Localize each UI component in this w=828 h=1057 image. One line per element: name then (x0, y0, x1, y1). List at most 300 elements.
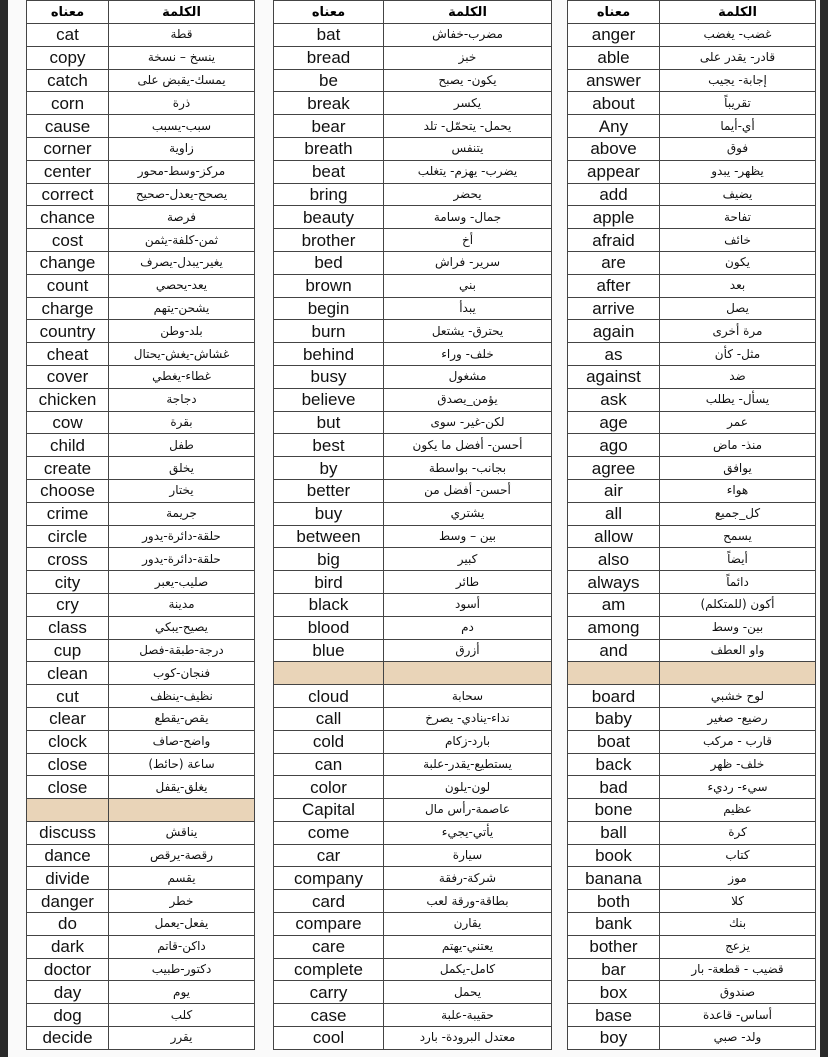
table-row (568, 251, 816, 274)
arabic-meaning-cell: يعد-يحصي (109, 274, 255, 297)
table-row (27, 411, 255, 434)
english-word-cell: appear (568, 160, 660, 183)
arabic-meaning-cell: بنك (660, 913, 816, 936)
english-word-cell: and (568, 639, 660, 662)
arabic-meaning-cell: ذرة (109, 92, 255, 115)
table-row (27, 616, 255, 639)
arabic-meaning-cell: أسود (384, 593, 552, 616)
table-row (274, 639, 552, 662)
table-row (27, 935, 255, 958)
arabic-meaning-cell: خائف (660, 229, 816, 252)
table-row (27, 571, 255, 594)
english-word-cell: air (568, 479, 660, 502)
english-word-cell: cool (274, 1027, 384, 1050)
meaning-header: معناه (274, 1, 384, 24)
english-word-cell: base (568, 1004, 660, 1027)
table-row (27, 69, 255, 92)
meaning-header: معناه (568, 1, 660, 24)
english-word-cell: correct (27, 183, 109, 206)
arabic-meaning-cell: كلا (660, 890, 816, 913)
table-row (568, 1027, 816, 1050)
arabic-meaning-cell: شركة-رفقة (384, 867, 552, 890)
arabic-meaning-cell: يتنفس (384, 137, 552, 160)
english-word-cell: danger (27, 890, 109, 913)
separator-cell (568, 662, 660, 685)
arabic-meaning-cell: حلقة-دائرة-يدور (109, 525, 255, 548)
english-word-cell: car (274, 844, 384, 867)
arabic-meaning-cell: مركز-وسط-محور (109, 160, 255, 183)
arabic-meaning-cell: صندوق (660, 981, 816, 1004)
section-separator-row (568, 662, 816, 685)
english-word-cell: carry (274, 981, 384, 1004)
table-row (274, 365, 552, 388)
meaning-header: معناه (27, 1, 109, 24)
arabic-meaning-cell: يأتي-يجيء (384, 821, 552, 844)
arabic-meaning-cell: يستطيع-يقدر-علبة (384, 753, 552, 776)
separator-cell (27, 799, 109, 822)
english-word-cell: country (27, 320, 109, 343)
arabic-meaning-cell: بطاقة-ورقة لعب (384, 890, 552, 913)
table-row (27, 251, 255, 274)
english-word-cell: company (274, 867, 384, 890)
table-row (568, 160, 816, 183)
arabic-meaning-cell: أي-أيما (660, 115, 816, 138)
english-word-cell: cheat (27, 343, 109, 366)
english-word-cell: crime (27, 502, 109, 525)
arabic-meaning-cell: طائر (384, 571, 552, 594)
table-row (27, 867, 255, 890)
english-word-cell: cause (27, 115, 109, 138)
arabic-meaning-cell: سرير- فراش (384, 251, 552, 274)
english-word-cell: bat (274, 24, 384, 47)
table-row (274, 935, 552, 958)
table-row (568, 297, 816, 320)
english-word-cell: beauty (274, 206, 384, 229)
arabic-meaning-cell: مرة أخرى (660, 320, 816, 343)
table-row (568, 479, 816, 502)
english-word-cell: child (27, 434, 109, 457)
arabic-meaning-cell: عظيم (660, 799, 816, 822)
english-word-cell: clear (27, 707, 109, 730)
english-word-cell: Any (568, 115, 660, 138)
arabic-meaning-cell: مشغول (384, 365, 552, 388)
table-row (568, 274, 816, 297)
english-word-cell: agree (568, 457, 660, 480)
table-row (274, 1004, 552, 1027)
table-row (27, 502, 255, 525)
english-word-cell: discuss (27, 821, 109, 844)
arabic-meaning-cell: موز (660, 867, 816, 890)
arabic-meaning-cell: بجانب- بواسطة (384, 457, 552, 480)
arabic-meaning-cell: نداء-ينادي- يصرخ (384, 707, 552, 730)
arabic-meaning-cell: يمسك-يقبض على (109, 69, 255, 92)
english-word-cell: charge (27, 297, 109, 320)
arabic-meaning-cell: هواء (660, 479, 816, 502)
english-word-cell: blue (274, 639, 384, 662)
table-row (568, 776, 816, 799)
arabic-meaning-cell: سيء- رديء (660, 776, 816, 799)
english-word-cell: corn (27, 92, 109, 115)
english-word-cell: bad (568, 776, 660, 799)
english-word-cell: but (274, 411, 384, 434)
table-row (568, 913, 816, 936)
english-word-cell: choose (27, 479, 109, 502)
table-row (274, 251, 552, 274)
english-word-cell: arrive (568, 297, 660, 320)
table-row (568, 46, 816, 69)
arabic-meaning-cell: مثل- كأن (660, 343, 816, 366)
english-word-cell: anger (568, 24, 660, 47)
english-word-cell: add (568, 183, 660, 206)
table-row (274, 981, 552, 1004)
separator-cell (109, 799, 255, 822)
section-separator-row (274, 662, 552, 685)
arabic-meaning-cell: يسأل- يطلب (660, 388, 816, 411)
english-word-cell: book (568, 844, 660, 867)
arabic-meaning-cell: يحترق- يشتعل (384, 320, 552, 343)
english-word-cell: all (568, 502, 660, 525)
vocabulary-page (8, 0, 820, 1057)
arabic-meaning-cell: منذ- ماض (660, 434, 816, 457)
arabic-meaning-cell: خلف- وراء (384, 343, 552, 366)
english-word-cell: cry (27, 593, 109, 616)
table-row (27, 297, 255, 320)
english-word-cell: bed (274, 251, 384, 274)
english-word-cell: cloud (274, 685, 384, 708)
table-row (27, 707, 255, 730)
table-row (274, 799, 552, 822)
english-word-cell: care (274, 935, 384, 958)
english-word-cell: allow (568, 525, 660, 548)
english-word-cell: against (568, 365, 660, 388)
arabic-meaning-cell: واضح-صاف (109, 730, 255, 753)
arabic-meaning-cell: يقسم (109, 867, 255, 890)
english-word-cell: bird (274, 571, 384, 594)
english-word-cell: always (568, 571, 660, 594)
english-word-cell: breath (274, 137, 384, 160)
table-row (568, 115, 816, 138)
table-row (27, 1004, 255, 1027)
english-word-cell: answer (568, 69, 660, 92)
arabic-meaning-cell: يزعج (660, 935, 816, 958)
table-row (274, 753, 552, 776)
english-word-cell: chicken (27, 388, 109, 411)
english-word-cell: case (274, 1004, 384, 1027)
english-word-cell: age (568, 411, 660, 434)
arabic-meaning-cell: ثمن-كلفة-يثمن (109, 229, 255, 252)
table-row (274, 890, 552, 913)
table-row (568, 890, 816, 913)
english-word-cell: after (568, 274, 660, 297)
arabic-meaning-cell: لكن-غير- سوى (384, 411, 552, 434)
table-row (568, 411, 816, 434)
arabic-meaning-cell: يقرر (109, 1027, 255, 1050)
arabic-meaning-cell: ضد (660, 365, 816, 388)
english-word-cell: decide (27, 1027, 109, 1050)
table-row (274, 685, 552, 708)
arabic-meaning-cell: ينسخ – نسخة (109, 46, 255, 69)
english-word-cell: bone (568, 799, 660, 822)
vocab-table-2 (273, 0, 552, 1050)
arabic-meaning-cell: يصل (660, 297, 816, 320)
english-word-cell: close (27, 753, 109, 776)
english-word-cell: Capital (274, 799, 384, 822)
arabic-meaning-cell: يصحح-يعدل-صحيح (109, 183, 255, 206)
table-row (274, 571, 552, 594)
english-word-cell: cross (27, 548, 109, 571)
table-row (274, 867, 552, 890)
table-row (568, 183, 816, 206)
arabic-meaning-cell: غضب- يغضب (660, 24, 816, 47)
arabic-meaning-cell: واو العطف (660, 639, 816, 662)
table-row (568, 69, 816, 92)
arabic-meaning-cell: عاصمة-رأس مال (384, 799, 552, 822)
table-row (274, 730, 552, 753)
english-word-cell: bear (274, 115, 384, 138)
english-word-cell: busy (274, 365, 384, 388)
table-row (568, 525, 816, 548)
english-word-cell: class (27, 616, 109, 639)
english-word-cell: doctor (27, 958, 109, 981)
english-word-cell: city (27, 571, 109, 594)
english-word-cell: dark (27, 935, 109, 958)
arabic-meaning-cell: قطة (109, 24, 255, 47)
arabic-meaning-cell: يؤمن_يصدق (384, 388, 552, 411)
separator-cell (660, 662, 816, 685)
english-word-cell: banana (568, 867, 660, 890)
table-row (568, 593, 816, 616)
english-word-cell: by (274, 457, 384, 480)
arabic-meaning-cell: يسمح (660, 525, 816, 548)
english-word-cell: big (274, 548, 384, 571)
table-row (274, 1027, 552, 1050)
arabic-meaning-cell: سحابة (384, 685, 552, 708)
table-row (27, 343, 255, 366)
arabic-meaning-cell: داكن-قاتم (109, 935, 255, 958)
table-row (27, 24, 255, 47)
english-word-cell: bread (274, 46, 384, 69)
table-row (568, 844, 816, 867)
table-row (274, 274, 552, 297)
arabic-meaning-cell: يغير-يبدل-يصرف (109, 251, 255, 274)
arabic-meaning-cell: رقصة-يرقص (109, 844, 255, 867)
english-word-cell: buy (274, 502, 384, 525)
english-word-cell: cover (27, 365, 109, 388)
arabic-meaning-cell: عمر (660, 411, 816, 434)
arabic-meaning-cell: يقص-يقطع (109, 707, 255, 730)
table-row (568, 707, 816, 730)
arabic-meaning-cell: كرة (660, 821, 816, 844)
arabic-meaning-cell: أحسن- أفضل ما يكون (384, 434, 552, 457)
arabic-meaning-cell: يفعل-يعمل (109, 913, 255, 936)
table-row (568, 821, 816, 844)
arabic-meaning-cell: رضيع- صغير (660, 707, 816, 730)
english-word-cell: cow (27, 411, 109, 434)
arabic-meaning-cell: بارد-زكام (384, 730, 552, 753)
table-row (27, 958, 255, 981)
arabic-meaning-cell: أحسن- أفضل من (384, 479, 552, 502)
english-word-cell: best (274, 434, 384, 457)
english-word-cell: again (568, 320, 660, 343)
english-word-cell: am (568, 593, 660, 616)
table-row (568, 137, 816, 160)
table-row (27, 753, 255, 776)
table-header-row (27, 1, 255, 24)
arabic-meaning-cell: يحمل- يتحمّل- تلد (384, 115, 552, 138)
table-row (27, 821, 255, 844)
table-row (568, 616, 816, 639)
table-row (27, 137, 255, 160)
english-word-cell: bring (274, 183, 384, 206)
table-row (274, 229, 552, 252)
table-row (27, 1027, 255, 1050)
arabic-meaning-cell: بقرة (109, 411, 255, 434)
arabic-meaning-cell: سبب-يسبب (109, 115, 255, 138)
english-word-cell: clean (27, 662, 109, 685)
table-row (27, 229, 255, 252)
english-word-cell: box (568, 981, 660, 1004)
english-word-cell: cut (27, 685, 109, 708)
arabic-meaning-cell: يضرب- يهزم- يتغلب (384, 160, 552, 183)
arabic-meaning-cell: أساس- قاعدة (660, 1004, 816, 1027)
arabic-meaning-cell: معتدل البرودة- بارد (384, 1027, 552, 1050)
table-row (568, 730, 816, 753)
vocab-table-1 (26, 0, 255, 1050)
arabic-meaning-cell: مضرب-خفاش (384, 24, 552, 47)
arabic-meaning-cell: فنجان-كوب (109, 662, 255, 685)
arabic-meaning-cell: فوق (660, 137, 816, 160)
table-header-row (568, 1, 816, 24)
english-word-cell: between (274, 525, 384, 548)
english-word-cell: cold (274, 730, 384, 753)
table-row (27, 160, 255, 183)
arabic-meaning-cell: أكون (للمتكلم) (660, 593, 816, 616)
english-word-cell: believe (274, 388, 384, 411)
arabic-meaning-cell: لون-يلون (384, 776, 552, 799)
arabic-meaning-cell: سيارة (384, 844, 552, 867)
arabic-meaning-cell: يضيف (660, 183, 816, 206)
arabic-meaning-cell: جمال- وسامة (384, 206, 552, 229)
english-word-cell: create (27, 457, 109, 480)
table-row (274, 844, 552, 867)
table-row (27, 274, 255, 297)
arabic-meaning-cell: يكون (660, 251, 816, 274)
arabic-meaning-cell: يوافق (660, 457, 816, 480)
arabic-meaning-cell: زاوية (109, 137, 255, 160)
table-row (274, 388, 552, 411)
english-word-cell: count (27, 274, 109, 297)
arabic-meaning-cell: دائماً (660, 571, 816, 594)
arabic-meaning-cell: إجابة- يجيب (660, 69, 816, 92)
english-word-cell: blood (274, 616, 384, 639)
arabic-meaning-cell: يبدأ (384, 297, 552, 320)
table-row (274, 320, 552, 343)
arabic-meaning-cell: يظهر- يبدو (660, 160, 816, 183)
table-row (274, 137, 552, 160)
english-word-cell: as (568, 343, 660, 366)
english-word-cell: above (568, 137, 660, 160)
english-word-cell: do (27, 913, 109, 936)
english-word-cell: ball (568, 821, 660, 844)
arabic-meaning-cell: بين – وسط (384, 525, 552, 548)
separator-cell (274, 662, 384, 685)
arabic-meaning-cell: غشاش-يغش-يحتال (109, 343, 255, 366)
table-row (27, 913, 255, 936)
table-row (274, 616, 552, 639)
word-header: الكلمة (384, 1, 552, 24)
table-row (27, 206, 255, 229)
english-word-cell: ago (568, 434, 660, 457)
arabic-meaning-cell: قارب - مركب (660, 730, 816, 753)
table-row (27, 388, 255, 411)
table-row (274, 206, 552, 229)
table-row (274, 707, 552, 730)
english-word-cell: bar (568, 958, 660, 981)
english-word-cell: boat (568, 730, 660, 753)
arabic-meaning-cell: يصيح-يبكي (109, 616, 255, 639)
arabic-meaning-cell: كلب (109, 1004, 255, 1027)
table-row (274, 593, 552, 616)
table-row (568, 639, 816, 662)
table-row (568, 388, 816, 411)
table-row (568, 958, 816, 981)
table-row (274, 958, 552, 981)
table-row (27, 981, 255, 1004)
table-row (568, 206, 816, 229)
english-word-cell: copy (27, 46, 109, 69)
arabic-meaning-cell: دكتور-طبيب (109, 958, 255, 981)
arabic-meaning-cell: يحضر (384, 183, 552, 206)
english-word-cell: divide (27, 867, 109, 890)
table-row (568, 935, 816, 958)
english-word-cell: cost (27, 229, 109, 252)
english-word-cell: apple (568, 206, 660, 229)
english-word-cell: boy (568, 1027, 660, 1050)
table-row (274, 92, 552, 115)
arabic-meaning-cell: يشحن-يتهم (109, 297, 255, 320)
arabic-meaning-cell: مدينة (109, 593, 255, 616)
table-row (568, 365, 816, 388)
arabic-meaning-cell: يحمل (384, 981, 552, 1004)
arabic-meaning-cell: كتاب (660, 844, 816, 867)
table-row (568, 434, 816, 457)
section-separator-row (27, 799, 255, 822)
english-word-cell: circle (27, 525, 109, 548)
table-row (568, 548, 816, 571)
table-row (274, 548, 552, 571)
table-row (274, 913, 552, 936)
arabic-meaning-cell: بعد (660, 274, 816, 297)
table-row (568, 867, 816, 890)
arabic-meaning-cell: تفاحة (660, 206, 816, 229)
english-word-cell: catch (27, 69, 109, 92)
table-row (274, 69, 552, 92)
english-word-cell: card (274, 890, 384, 913)
arabic-meaning-cell: نظيف-ينظف (109, 685, 255, 708)
english-word-cell: day (27, 981, 109, 1004)
table-row (27, 685, 255, 708)
english-word-cell: both (568, 890, 660, 913)
arabic-meaning-cell: دم (384, 616, 552, 639)
table-row (27, 115, 255, 138)
english-word-cell: among (568, 616, 660, 639)
english-word-cell: dog (27, 1004, 109, 1027)
table-row (274, 115, 552, 138)
table-row (27, 525, 255, 548)
arabic-meaning-cell: يختار (109, 479, 255, 502)
english-word-cell: afraid (568, 229, 660, 252)
arabic-meaning-cell: أزرق (384, 639, 552, 662)
